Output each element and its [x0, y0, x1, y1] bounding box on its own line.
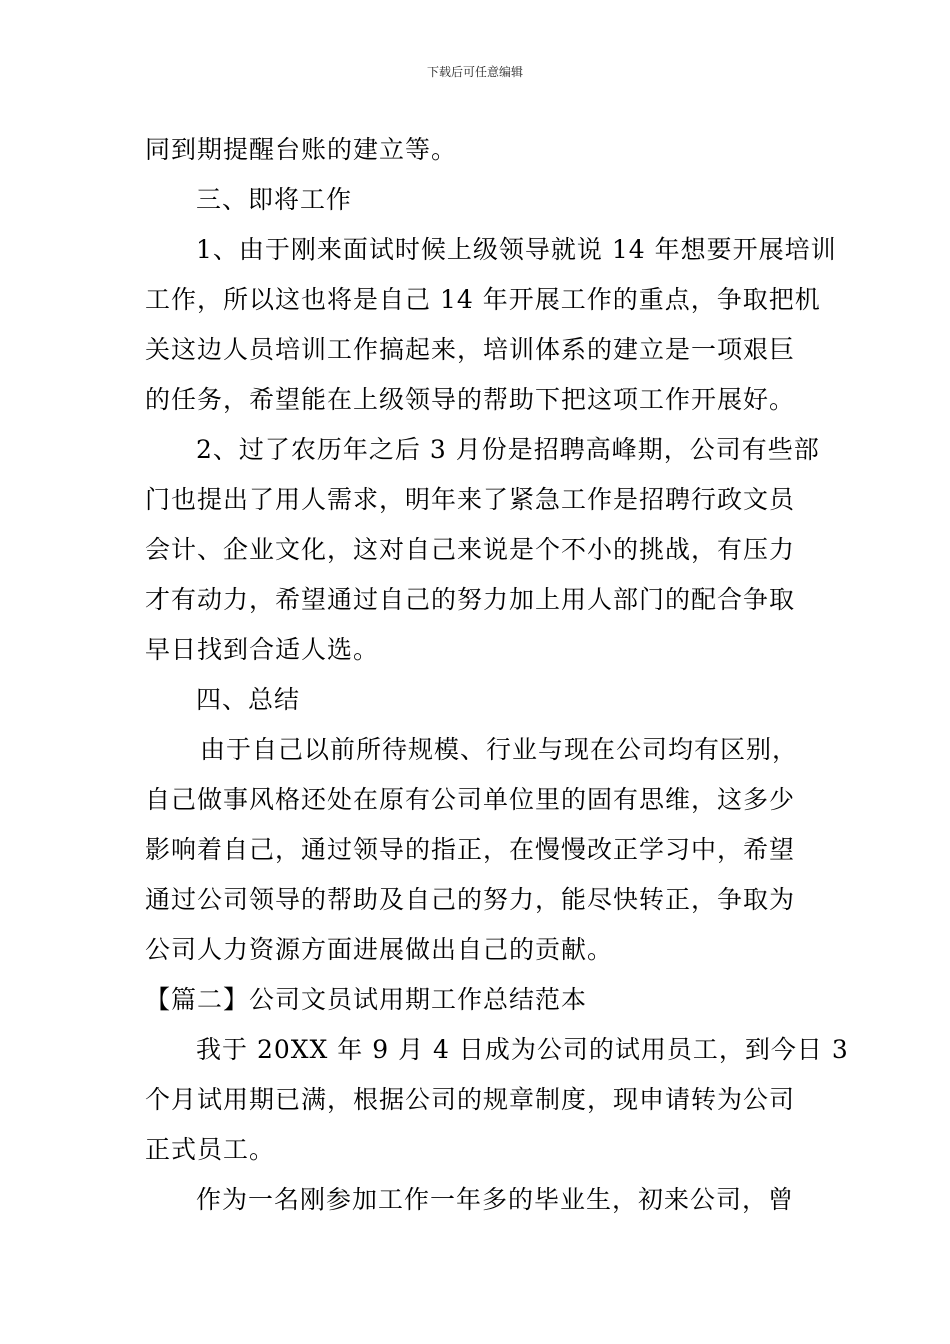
body-line: 影响着自己，通过领导的指正，在慢慢改正学习中，希望	[145, 835, 796, 864]
body-line: 2、过了农历年之后 3 月份是招聘高峰期，公司有些部	[196, 435, 820, 464]
body-line: 会计、企业文化，这对自己来说是个不小的挑战，有压力	[145, 535, 796, 564]
body-line: 个月试用期已满，根据公司的规章制度，现申请转为公司	[145, 1085, 796, 1114]
section-heading: 三、即将工作	[196, 185, 353, 214]
body-line: 通过公司领导的帮助及自己的努力，能尽快转正，争取为	[145, 885, 796, 914]
body-line: 作为一名刚参加工作一年多的毕业生，初来公司，曾	[196, 1185, 795, 1214]
body-line: 的任务，希望能在上级领导的帮助下把这项工作开展好。	[145, 385, 796, 414]
section-heading: 四、总结	[196, 685, 301, 714]
article-title: 【篇二】公司文员试用期工作总结范本	[145, 985, 588, 1014]
body-line: 工作，所以这也将是自己 14 年开展工作的重点，争取把机	[145, 285, 821, 314]
body-line: 我于 20XX 年 9 月 4 日成为公司的试用员工，到今日 3	[196, 1035, 849, 1064]
body-line: 关这边人员培训工作搞起来，培训体系的建立是一项艰巨	[145, 335, 796, 364]
body-line: 正式员工。	[145, 1135, 276, 1164]
page-header: 下载后可任意编辑	[426, 65, 523, 79]
body-line: 1、由于刚来面试时候上级领导就说 14 年想要开展培训	[196, 235, 837, 264]
body-line: 早日找到合适人选。	[145, 635, 380, 664]
body-line: 自己做事风格还处在原有公司单位里的固有思维，这多少	[145, 785, 796, 814]
body-line: 同到期提醒台账的建立等。	[145, 135, 458, 164]
body-line: 才有动力，希望通过自己的努力加上用人部门的配合争取	[145, 585, 796, 614]
body-line: 门也提出了用人需求，明年来了紧急工作是招聘行政文员	[145, 485, 796, 514]
body-line: 公司人力资源方面进展做出自己的贡献。	[145, 935, 614, 964]
body-line: 由于自己以前所待规模、行业与现在公司均有区别，	[200, 735, 799, 764]
